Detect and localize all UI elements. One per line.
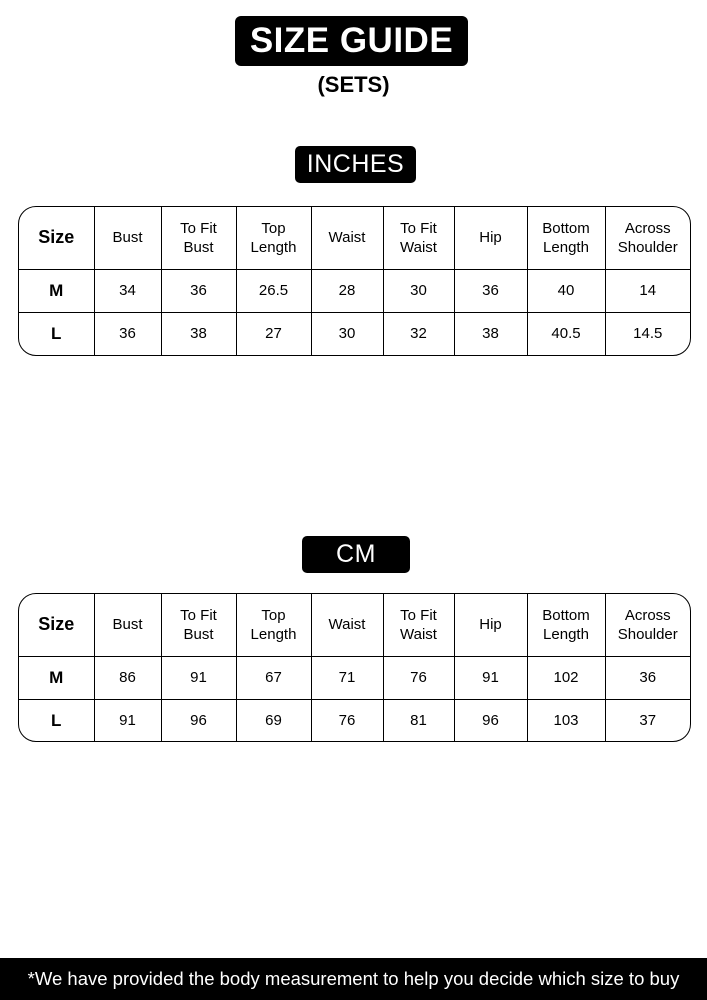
column-header: To Fit Bust	[161, 594, 236, 656]
table-cell: 14.5	[633, 325, 663, 343]
page-subtitle: (SETS)	[317, 72, 390, 97]
table-cell: 28	[311, 269, 383, 312]
table-cell: 14	[605, 269, 690, 312]
table-cell: 38	[161, 312, 236, 355]
size-cell: L	[19, 312, 94, 355]
table-cell: 40	[527, 269, 605, 312]
size-cell: L	[19, 699, 94, 742]
cm-section-label: CM	[302, 536, 410, 573]
column-header: Bust	[94, 207, 161, 269]
table-cell: 91	[94, 699, 161, 742]
column-header: Hip	[454, 594, 527, 656]
table-cell: 81	[383, 699, 454, 742]
table-header-row	[19, 207, 690, 269]
column-header: To Fit Waist	[383, 594, 454, 656]
inches-section-label: INCHES	[295, 146, 416, 183]
table-cell: 76	[311, 699, 383, 742]
column-header: Size	[19, 207, 94, 269]
table-cell: 26.5	[236, 269, 311, 312]
size-cell: M	[19, 656, 94, 699]
cm-size-table	[18, 593, 691, 742]
table-cell: 71	[311, 656, 383, 699]
page-title: SIZE GUIDE	[235, 16, 468, 66]
table-cell: 36	[454, 269, 527, 312]
column-header: Bust	[94, 594, 161, 656]
column-header: Hip	[454, 207, 527, 269]
table-cell: 27	[236, 312, 311, 355]
column-header: To Fit Bust	[161, 207, 236, 269]
table-row	[19, 656, 690, 699]
table-header-row	[19, 594, 690, 656]
column-header: Waist	[311, 207, 383, 269]
table-cell: 69	[236, 699, 311, 742]
column-header: Across Shoulder	[605, 594, 690, 656]
table-cell: 102	[527, 656, 605, 699]
table-cell: 32	[383, 312, 454, 355]
table-cell: 67	[236, 656, 311, 699]
inches-size-table	[18, 206, 691, 356]
column-header: To Fit Waist	[383, 207, 454, 269]
table-cell: 103	[527, 699, 605, 742]
column-header: Across Shoulder	[605, 207, 690, 269]
table-row	[19, 699, 690, 742]
table-cell: 36	[605, 656, 690, 699]
table-row	[19, 312, 690, 355]
table-cell: 37	[639, 712, 657, 730]
table-cell: 34	[94, 269, 161, 312]
table-cell: 96	[454, 699, 527, 742]
table-cell: 91	[161, 656, 236, 699]
table-row	[19, 269, 690, 312]
column-header: Top Length	[236, 207, 311, 269]
table-cell: 30	[383, 269, 454, 312]
table-cell: 76	[383, 656, 454, 699]
column-header: Bottom Length	[527, 594, 605, 656]
table-cell: 86	[94, 656, 161, 699]
table-cell: 40.5	[527, 312, 605, 355]
table-cell: 36	[94, 312, 161, 355]
measurement-note: *We have provided the body measurement to help you decide which size to buy	[0, 958, 707, 1000]
column-header: Waist	[311, 594, 383, 656]
table-cell: 30	[311, 312, 383, 355]
table-cell: 91	[454, 656, 527, 699]
table-cell: 96	[161, 699, 236, 742]
table-cell: 38	[454, 312, 527, 355]
column-header: Top Length	[236, 594, 311, 656]
table-cell: 36	[161, 269, 236, 312]
column-header: Size	[19, 594, 94, 656]
size-cell: M	[19, 269, 94, 312]
column-header: Bottom Length	[527, 207, 605, 269]
